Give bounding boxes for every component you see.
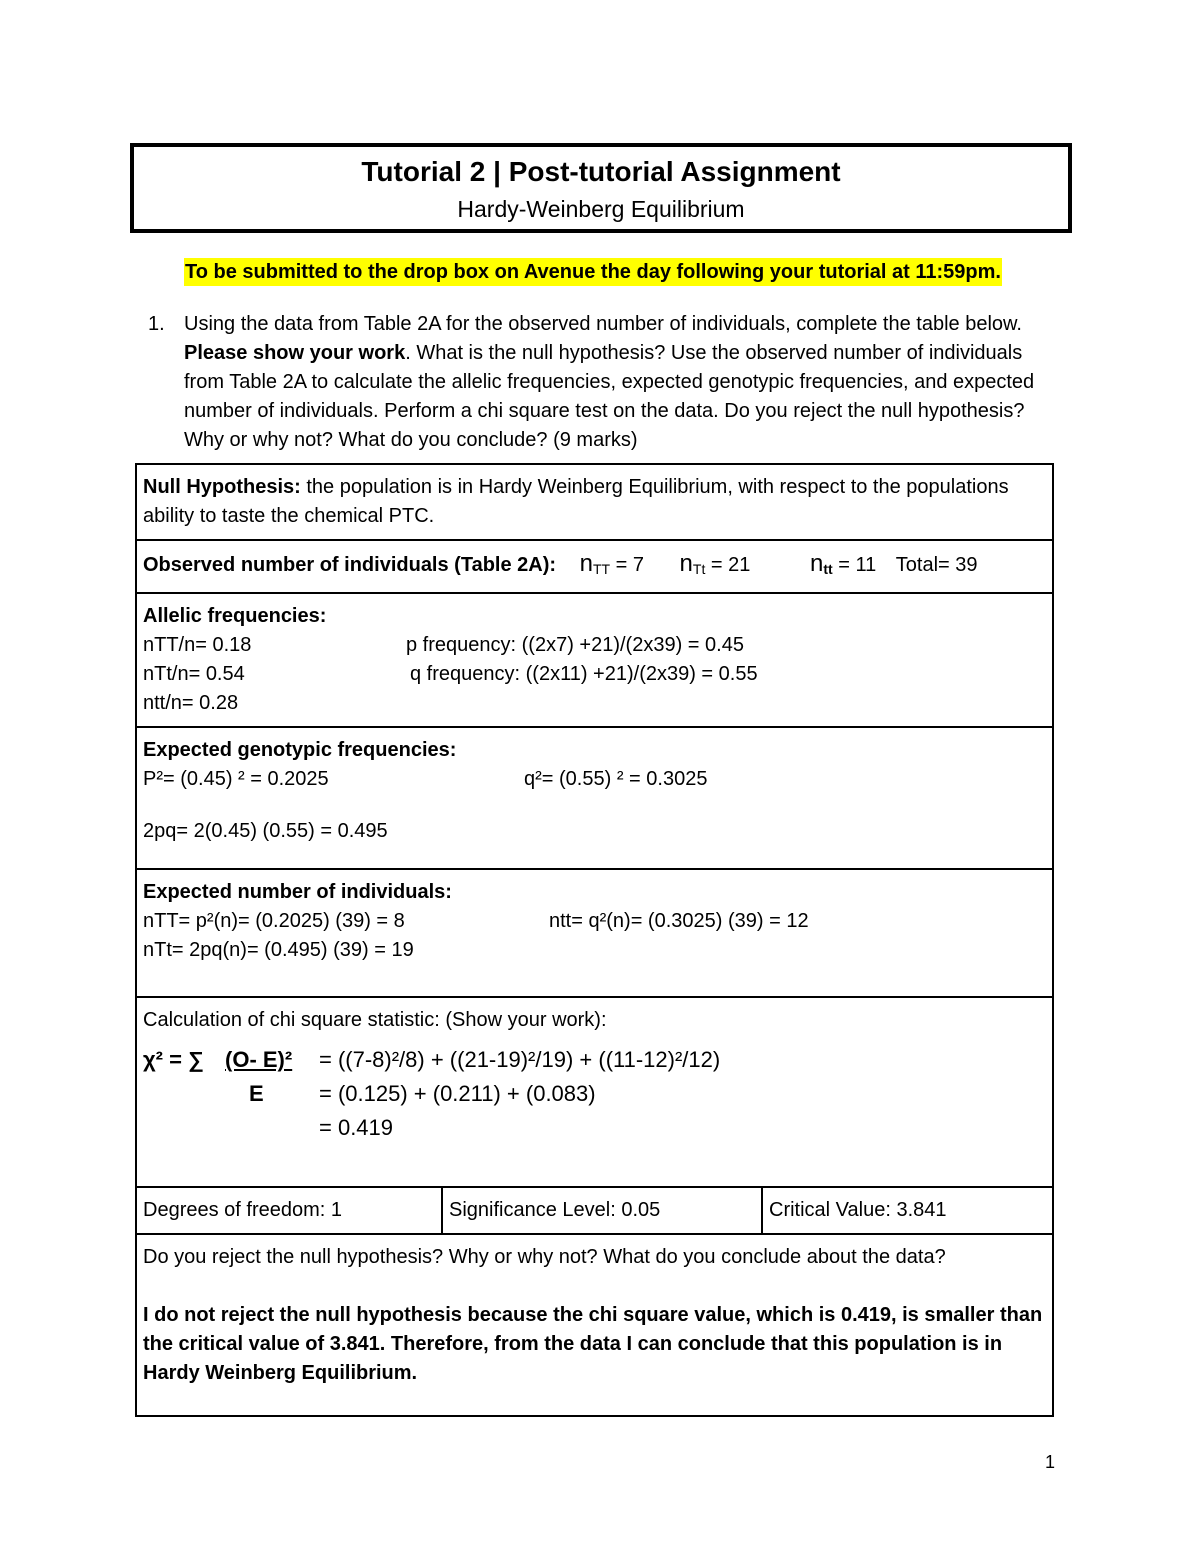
dof-cell xyxy=(136,1187,442,1234)
question-1 xyxy=(148,310,1058,455)
chi-label: Calculation of chi square statistic: (Show your work): xyxy=(143,1009,607,1031)
n-tt-value: = 7 xyxy=(610,554,644,576)
p-squared: P²= (0.45) ² = 0.2025 xyxy=(143,768,329,790)
question-number: 1. xyxy=(148,313,165,335)
chi-numerator: (O- E)² xyxy=(225,1047,293,1072)
question-text-a: Using the data from Table 2A for the observed number of individuals, complete the table below. xyxy=(184,313,1022,335)
null-hypothesis-text: the population is in Hardy Weinberg Equilibrium, with respect to the populations ability to taste the chemical PTC. xyxy=(143,476,1009,527)
conclusion-answer: I do not reject the null hypothesis because the chi square value, which is 0.419, is smaller than the critical value of 3.841. Therefore, from the data I can conclude that this population is in Hardy Weinberg Equilibrium. xyxy=(143,1304,1043,1384)
p-frequency: p frequency: ((2x7) +21)/(2x39) = 0.45 xyxy=(406,634,744,656)
n-symbol: n xyxy=(679,550,693,577)
conclusion-cell xyxy=(136,1234,1053,1416)
chi-lhs: χ² = ∑ xyxy=(143,1047,204,1072)
q-squared: q²= (0.55) ² = 0.3025 xyxy=(524,768,708,790)
chi-line-1: = ((7-8)²/8) + ((21-19)²/19) + ((11-12)²/12) xyxy=(319,1047,721,1072)
expected-ntt-big: nTT= p²(n)= (0.2025) (39) = 8 xyxy=(143,910,405,932)
observed-label: Observed number of individuals (Table 2A): xyxy=(143,554,557,576)
chi-line-2: = (0.125) + (0.211) + (0.083) xyxy=(319,1081,596,1106)
deadline-notice: To be submitted to the drop box on Avenue the day following your tutorial at 11:59pm. xyxy=(184,258,1002,286)
expected-ntt-small: ntt= q²(n)= (0.3025) (39) = 12 xyxy=(549,910,809,932)
n-symbol: n xyxy=(579,550,593,577)
chi-denominator: E xyxy=(249,1081,264,1106)
n-symbol: n xyxy=(809,550,824,577)
n-tt2-sub: Tt xyxy=(692,561,706,577)
null-hypothesis-cell xyxy=(136,464,1053,540)
significance-cell xyxy=(442,1187,762,1234)
n-tt-sub: TT xyxy=(592,561,611,577)
expected-ntt-mid: nTt= 2pq(n)= (0.495) (39) = 19 xyxy=(143,939,414,961)
page-subtitle: Hardy-Weinberg Equilibrium xyxy=(457,196,745,222)
null-hypothesis-label: Null Hypothesis: xyxy=(143,476,301,498)
chi-formula xyxy=(143,1043,1046,1145)
allelic-line: nTT/n= 0.18 xyxy=(143,634,252,656)
expected-label: Expected number of individuals: xyxy=(143,881,452,903)
expected-cell xyxy=(136,869,1053,997)
question-text-bold: Please show your work xyxy=(184,342,406,364)
genotypic-label: Expected genotypic frequencies: xyxy=(143,739,457,761)
allelic-line: ntt/n= 0.28 xyxy=(143,692,239,714)
question-text xyxy=(184,310,1058,455)
two-pq: 2pq= 2(0.45) (0.55) = 0.495 xyxy=(143,820,388,842)
n-tt2-value: = 21 xyxy=(705,554,751,576)
title-box xyxy=(130,143,1072,233)
page-number: 1 xyxy=(1045,1452,1056,1472)
n-ttl-sub: tt xyxy=(823,561,833,577)
observed-cell xyxy=(136,540,1053,593)
question-text-b: . What is the null hypothesis? Use the observed number of individuals from Table 2A to calculate the allelic frequencies, expected genotypic frequencies, and expected number of individuals. Perform a chi square test on the data. Do you reject the null hypothesis? Why or why not? What do you conclude? (9 marks) xyxy=(184,342,1035,451)
allelic-cell xyxy=(136,593,1053,727)
allelic-label: Allelic frequencies: xyxy=(143,605,327,627)
allelic-line: nTt/n= 0.54 xyxy=(143,663,245,685)
significance-level: Significance Level: 0.05 xyxy=(449,1199,661,1221)
conclusion-question: Do you reject the null hypothesis? Why or why not? What do you conclude about the data? xyxy=(143,1246,946,1268)
critical-value: Critical Value: 3.841 xyxy=(769,1199,947,1221)
degrees-of-freedom: Degrees of freedom: 1 xyxy=(143,1199,342,1221)
q-frequency: q frequency: ((2x11) +21)/(2x39) = 0.55 xyxy=(410,663,758,685)
chi-square-cell xyxy=(136,997,1053,1187)
genotypic-cell xyxy=(136,727,1053,869)
page-title: Tutorial 2 | Post-tutorial Assignment xyxy=(361,156,841,187)
answer-table xyxy=(135,463,1054,1417)
critical-value-cell xyxy=(762,1187,1053,1234)
observed-total: Total= 39 xyxy=(895,554,978,576)
n-ttl-value: = 11 xyxy=(832,554,877,576)
chi-line-3: = 0.419 xyxy=(319,1115,394,1140)
